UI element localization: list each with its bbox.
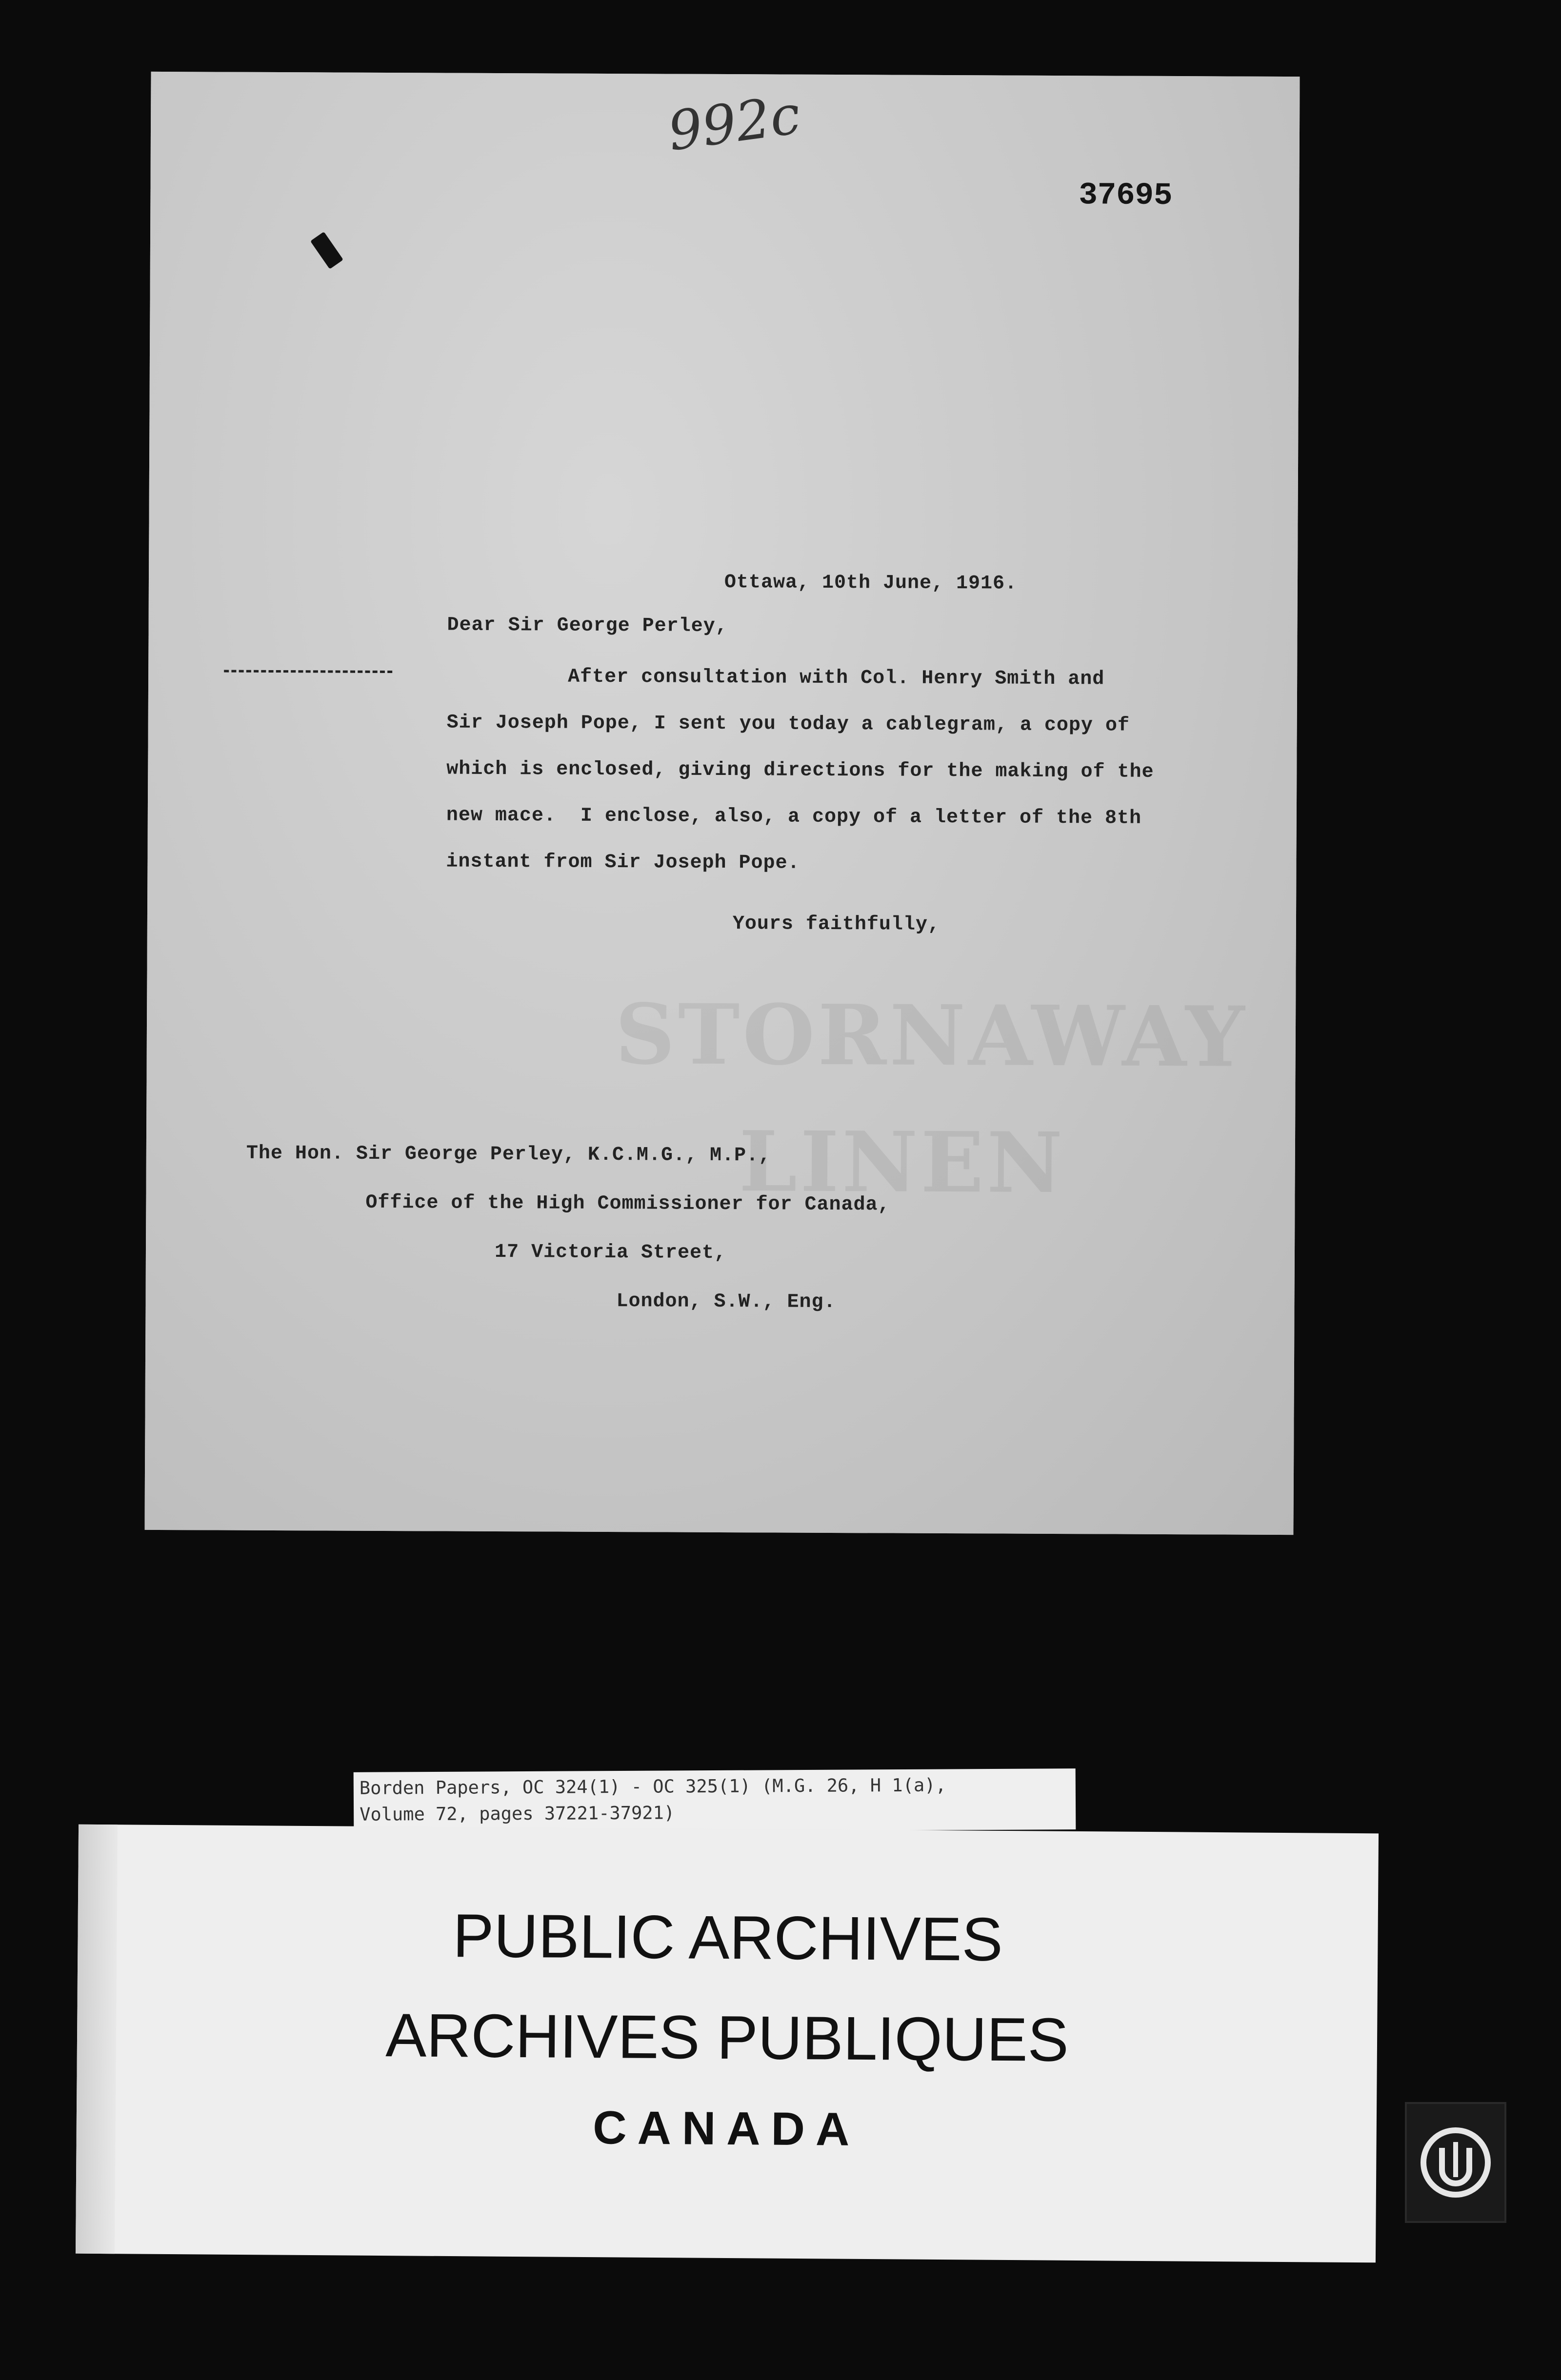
address-line-1: The Hon. Sir George Perley, K.C.M.G., M.P., <box>246 1142 771 1167</box>
address-line-3: 17 Victoria Street, <box>494 1241 727 1265</box>
archives-canada-logo-icon <box>1405 2102 1506 2223</box>
citation-line-2: Volume 72, pages 37221-37921) <box>360 1802 675 1825</box>
handwritten-number: 992c <box>664 83 804 163</box>
folio-number: 37695 <box>1079 178 1173 214</box>
letter-sheet <box>144 72 1300 1535</box>
archive-title-en: PUBLIC ARCHIVES <box>452 1901 1003 1974</box>
address-line-2: Office of the High Commissioner for Canada, <box>365 1191 890 1216</box>
archive-card <box>76 1825 1379 2263</box>
archive-title-fr: ARCHIVES PUBLIQUES <box>385 2001 1069 2074</box>
citation-label <box>354 1768 1076 1833</box>
salutation: Dear Sir George Perley, <box>447 614 728 638</box>
archive-country: CANADA <box>592 2102 861 2156</box>
body-line-1: After consultation with Col. Henry Smith and <box>568 666 1105 691</box>
ink-mark <box>310 232 343 269</box>
margin-separator <box>224 670 392 674</box>
date-line: Ottawa, 10th June, 1916. <box>724 572 1018 595</box>
citation-line-1: Borden Papers, OC 324(1) - OC 325(1) (M.G. 26, H 1(a), <box>359 1774 946 1799</box>
body-line-3: which is enclosed, giving directions for the making of the <box>446 758 1154 783</box>
body-line-4: new mace. I enclose, also, a copy of a letter of the 8th <box>446 804 1142 830</box>
watermark-line-1: STORNAWAY <box>615 986 1248 1086</box>
closing: Yours faithfully, <box>732 913 941 936</box>
watermark-line-2: LINEN <box>739 1113 1066 1212</box>
address-line-4: London, S.W., Eng. <box>616 1290 836 1314</box>
body-line-5: instant from Sir Joseph Pope. <box>446 851 800 874</box>
body-line-2: Sir Joseph Pope, I sent you today a cablegram, a copy of <box>446 712 1130 737</box>
